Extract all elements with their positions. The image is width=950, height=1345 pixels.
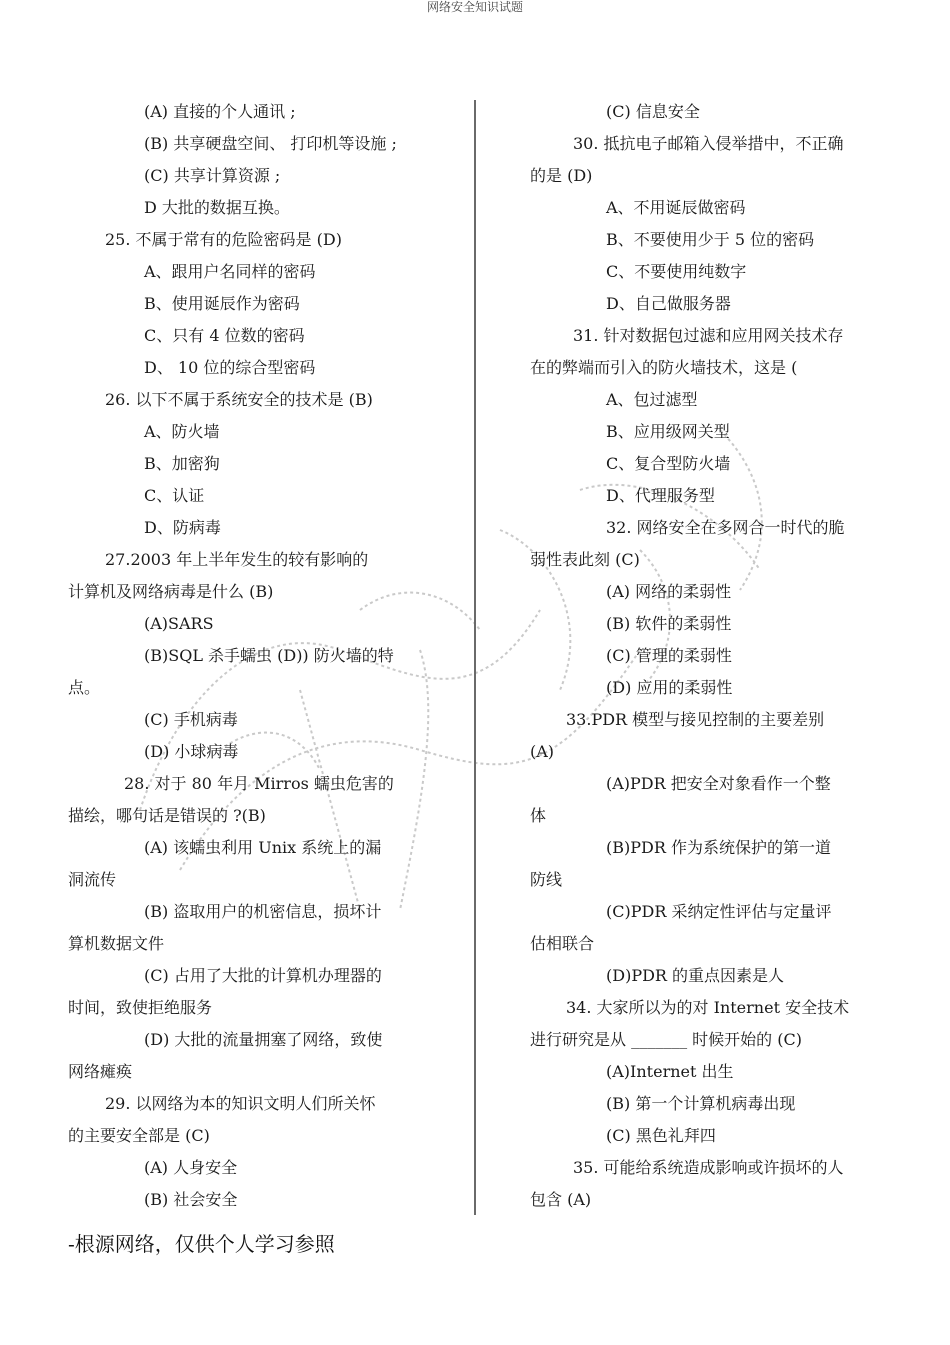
- text-line: 29. 以网络为本的知识文明人们所关怀: [105, 1094, 376, 1113]
- text-line: A、跟用户名同样的密码: [144, 262, 316, 281]
- text-line: 时间，致使拒绝服务: [68, 998, 213, 1017]
- text-line: 体: [530, 806, 547, 825]
- text-line: A、不用诞辰做密码: [606, 198, 746, 217]
- text-line: (B) 社会安全: [144, 1190, 238, 1209]
- text-line: (A) 网络的柔弱性: [606, 582, 732, 601]
- text-line: C、只有 4 位数的密码: [144, 326, 305, 345]
- text-line: 33.PDR 模型与接见控制的主要差别: [566, 710, 825, 729]
- text-line: C、认证: [144, 486, 205, 505]
- text-line: D 大批的数据互换。: [144, 198, 290, 217]
- text-line: D、防病毒: [144, 518, 221, 537]
- text-line: (A)Internet 出生: [606, 1062, 734, 1081]
- text-line: (B) 软件的柔弱性: [606, 614, 732, 633]
- text-line: (C)PDR 采纳定性评估与定量评: [606, 902, 832, 921]
- text-line: C、复合型防火墙: [606, 454, 731, 473]
- text-line: 25. 不属于常有的危险密码是 (D): [105, 230, 342, 249]
- text-line: 网络瘫痪: [68, 1062, 133, 1081]
- text-line: 估相联合: [530, 934, 595, 953]
- text-line: (D)PDR 的重点因素是人: [606, 966, 785, 985]
- text-line: (A) 直接的个人通讯 ;: [144, 102, 296, 121]
- text-line: A、包过滤型: [606, 390, 698, 409]
- text-line: (C) 管理的柔弱性: [606, 646, 732, 665]
- text-line: 弱性表此刻 (C): [530, 550, 640, 569]
- text-line: (B)PDR 作为系统保护的第一道: [606, 838, 831, 857]
- text-line: (C) 占用了大批的计算机办理器的: [144, 966, 382, 985]
- text-line: 30. 抵抗电子邮箱入侵举措中，不正确: [573, 134, 844, 153]
- text-line: 点。: [68, 678, 101, 697]
- text-line: (C) 共享计算资源 ;: [144, 166, 281, 185]
- text-line: 的主要安全部是 (C): [68, 1126, 210, 1145]
- text-line: 27.2003 年上半年发生的较有影响的: [105, 550, 369, 569]
- text-line: (D) 小球病毒: [144, 742, 239, 761]
- text-line: 28. 对于 80 年月 Mirros 蠕虫危害的: [124, 774, 394, 793]
- header-title: 网络安全知识试题: [426, 0, 523, 14]
- text-line: 的是 (D): [530, 166, 593, 185]
- text-line: (A) 人身安全: [144, 1158, 238, 1177]
- text-line: B、不要使用少于 5 位的密码: [606, 230, 815, 249]
- text-line: 31. 针对数据包过滤和应用网关技术存: [573, 326, 844, 345]
- text-line: 描绘，哪句话是错误的 ?(B): [68, 806, 266, 825]
- text-line: D、自己做服务器: [606, 294, 731, 313]
- text-line: (A) 该蠕虫利用 Unix 系统上的漏: [144, 838, 382, 857]
- text-line: (C) 信息安全: [606, 102, 700, 121]
- page-header: [0, 0, 950, 14]
- text-line: 34. 大家所以为的对 Internet 安全技术: [566, 998, 850, 1017]
- text-line: 洞流传: [68, 870, 117, 889]
- text-line: (C) 黑色礼拜四: [606, 1126, 716, 1145]
- text-line: (A): [530, 742, 555, 761]
- text-line: B、加密狗: [144, 454, 220, 473]
- text-line: (B) 第一个计算机病毒出现: [606, 1094, 796, 1113]
- text-line: C、不要使用纯数字: [606, 262, 747, 281]
- column-divider: [474, 100, 476, 1215]
- text-line: 防线: [530, 870, 563, 889]
- text-line: B、应用级网关型: [606, 422, 730, 441]
- text-line: (C) 手机病毒: [144, 710, 238, 729]
- footer-note: [68, 1228, 335, 1260]
- text-line: 计算机及网络病毒是什么 (B): [68, 582, 274, 601]
- text-line: D、代理服务型: [606, 486, 715, 505]
- text-line: B、使用诞辰作为密码: [144, 294, 300, 313]
- text-line: D、 10 位的综合型密码: [144, 358, 316, 377]
- footer-text: -根源网络，仅供个人学习参照: [68, 1232, 335, 1256]
- text-line: (D) 应用的柔弱性: [606, 678, 733, 697]
- text-line: 26. 以下不属于系统安全的技术是 (B): [105, 390, 373, 409]
- text-line: 35. 可能给系统造成影响或许损坏的人: [573, 1158, 844, 1177]
- text-line: (A)PDR 把安全对象看作一个整: [606, 774, 831, 793]
- text-line: A、防火墙: [144, 422, 220, 441]
- text-line: 进行研究是从 _______ 时候开始的 (C): [530, 1030, 802, 1049]
- text-line: 算机数据文件: [68, 934, 165, 953]
- text-line: 32. 网络安全在多网合一时代的脆: [606, 518, 845, 537]
- text-line: (D) 大批的流量拥塞了网络，致使: [144, 1030, 383, 1049]
- text-line: 在的弊端而引入的防火墙技术，这是 (: [530, 358, 798, 377]
- text-line: (A)SARS: [144, 614, 214, 633]
- text-line: (B)SQL 杀手蠕虫 (D)) 防火墙的特: [144, 646, 394, 665]
- text-line: 包含 (A): [530, 1190, 592, 1209]
- text-line: (B) 共享硬盘空间、 打印机等设施 ;: [144, 134, 397, 153]
- text-line: (B) 盗取用户的机密信息，损坏计: [144, 902, 382, 921]
